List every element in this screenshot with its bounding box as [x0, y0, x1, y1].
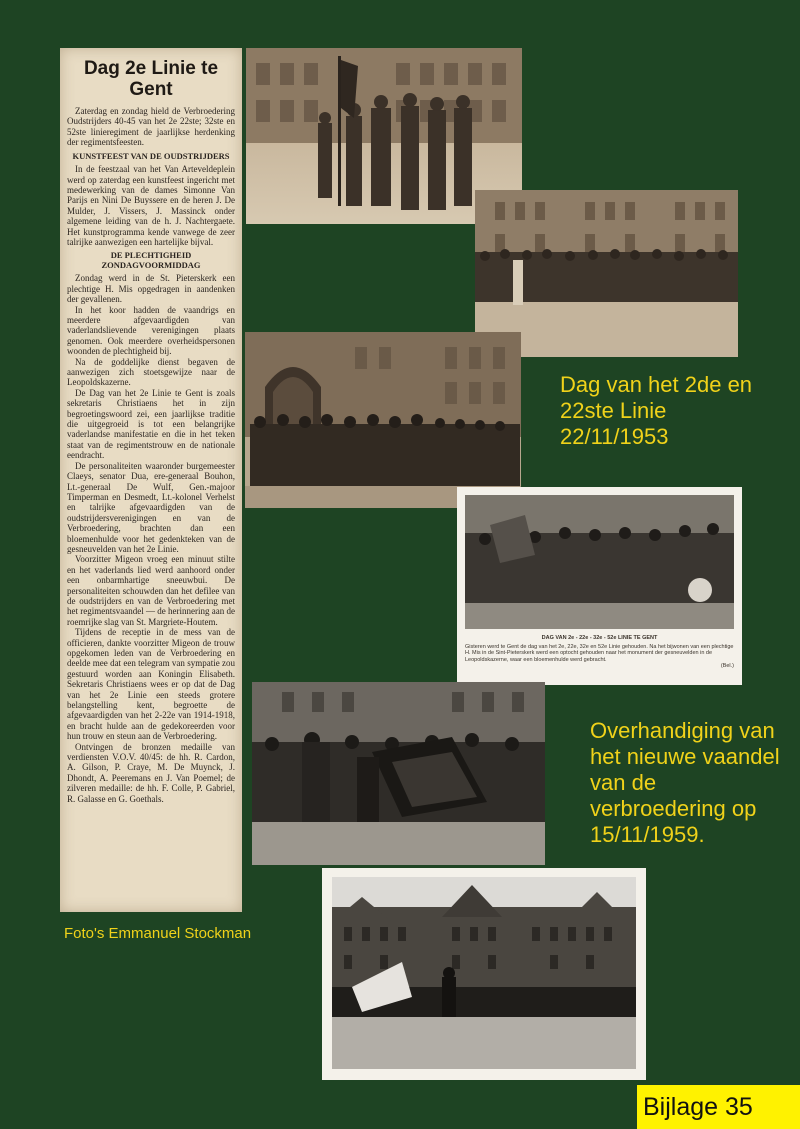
caption-line: het nieuwe vaandel — [590, 744, 780, 769]
caption-flag-handover — [590, 718, 796, 848]
clipping-paragraph: In de feestzaal van het Van Arteveldeplein werd op zaterdag een kunstfeest ingericht met medewerking van de dames Simonne Van Parijs en Nini De Buyssere en de heren J. De Mulder, J. Vissers, J. Massinck onder algemene leiding van de h. J. Nachtergaete. Het kunstprogramma kende vanwege de zeer talrijke aanwezigen een hartelijke bijval. — [67, 164, 235, 247]
clipping-paragraph: De Dag van het 2e Linie te Gent is zoals sekretaris Christiaens het in zijn begroetingswoord zei, een jaarlijkse traditie die uitgegroeid is tot een belangrijke vaderlandse manifestatie en die in het teken staat van de regimentstrouw en de nationale eendracht. — [67, 387, 235, 461]
newspaper-clipping — [60, 48, 242, 912]
clipping-paragraph: Ontvingen de bronzen medaille van verdiensten V.O.V. 40/45: de hh. R. Cardon, A. Gilson, P. Craye, M. De Muynck, J. Dhondt, A. Peeremans en J. Van Poemel; de zilveren medaille: de hh. F. Colle, P. Gabriel, R. Galasse en G. Goethals. — [67, 741, 235, 804]
caption-line: verbroedering op — [590, 796, 757, 821]
photo-courtyard-flag — [322, 868, 646, 1080]
caption-line: Overhandiging van — [590, 718, 775, 743]
photo-credit: Foto's Emmanuel Stockman — [64, 925, 252, 942]
newspaper-photo-text: Gisteren werd te Gent de dag van het 2e, 22e, 32e en 52e Linie gehouden. Na het bijwonen van een plechtige H. Mis in de Sint-Pieterskerk werd een optocht gehouden naar het monument der gesneuvelden in de Leopoldskazerne, waar een bloemenhulde werd gebracht. — [465, 643, 734, 663]
caption-line: van de — [590, 770, 657, 795]
appendix-badge: Bijlage 35 — [637, 1085, 800, 1129]
clipping-subheading-2: DE PLECHTIGHEID ZONDAGVOORMIDDAG — [101, 250, 201, 270]
caption-line: 22ste Linie — [560, 398, 667, 423]
photo-flag-handover — [252, 682, 545, 865]
newspaper-photo — [465, 495, 734, 629]
clipping-intro: Zaterdag en zondag hield de Verbroedering Oudstrijders 40-45 van het 2e 22ste; 32ste en 52ste linieregiment de jaarlijkse herdenking der regimentsfeesten. — [67, 106, 235, 148]
clipping-paragraph: Tijdens de receptie in de mess van de officieren, dankte voorzitter Migeon de trouw opgekomen leden van de Verbroedering en deelde mee dat een telegram van sympatie zou gestuurd worden aan Koningin Elisabeth. Sekretaris Christiaens wees er op dat de Dag van het 2e Linie een steeds grotere belangstelling kent, begroette de afgevaardigden van het 2-22e van 1914-1918, en bracht hulde aan de gedekoreerden voor hun trouw en steun aan de Verbroedering. — [67, 627, 235, 742]
caption-line: 15/11/1959. — [590, 822, 705, 847]
clipping-paragraph: Na de goddelijke dienst begaven de aanwezigen zich stoetsgewijze naar de Leopoldskazerne. — [67, 356, 235, 388]
caption-linie-day — [560, 372, 796, 450]
clipping-subheading-1: KUNSTFEEST VAN DE OUDSTRIJDERS — [72, 150, 230, 161]
newspaper-photo-title: DAG VAN 2e - 22e - 32e - 52e LINIE TE GENT — [541, 635, 658, 641]
clipping-headline: Dag 2e Linie te Gent — [83, 58, 219, 100]
clipping-paragraph: De personaliteiten waaronder burgemeester Claeys, senator Dua, ere-generaal Bouhon, Lt.-generaal De Wulf, Gen.-majoor Timperman en Desmedt, Lt.-kolonel Verhelst en talrijke afgevaardigden van de oudstrijdersverenigingen en van de Verbroedering, brachten dan een bloemenhulde voor het gedenkteken van de gesneuvelden van het 2e Linie. — [67, 460, 235, 554]
caption-line: Dag van het 2de en — [560, 372, 753, 397]
newspaper-photo-clipping — [457, 487, 742, 685]
clipping-paragraph: In het koor hadden de vaandrigs en meerdere afgevaardigden van vaderlandslievende verenigingen plaats genomen. Ook meerdere overheidspersonen woonden de plechtigheid bij. — [67, 304, 235, 357]
newspaper-photo-tag: (Bel.) — [720, 663, 734, 669]
clipping-paragraph: Zondag werd in de St. Pieterskerk een plechtige H. Mis opgedragen in aandenken der gevallenen. — [67, 273, 235, 305]
caption-line: 22/11/1953 — [560, 424, 669, 449]
photo-marching-soldiers — [245, 332, 521, 508]
clipping-paragraph: Voorzitter Migeon vroeg een minuut stilte en het vaderlands lied werd aanhoord onder een onbarmhartige sneeuwbui. De personaliteiten schouwden dan het defilee van de oudstrijders en van de Verbroedering met het regimentsvaandel — de herinnering aan de roemrijke slag van St. Margriete-Houtem. — [67, 554, 235, 627]
